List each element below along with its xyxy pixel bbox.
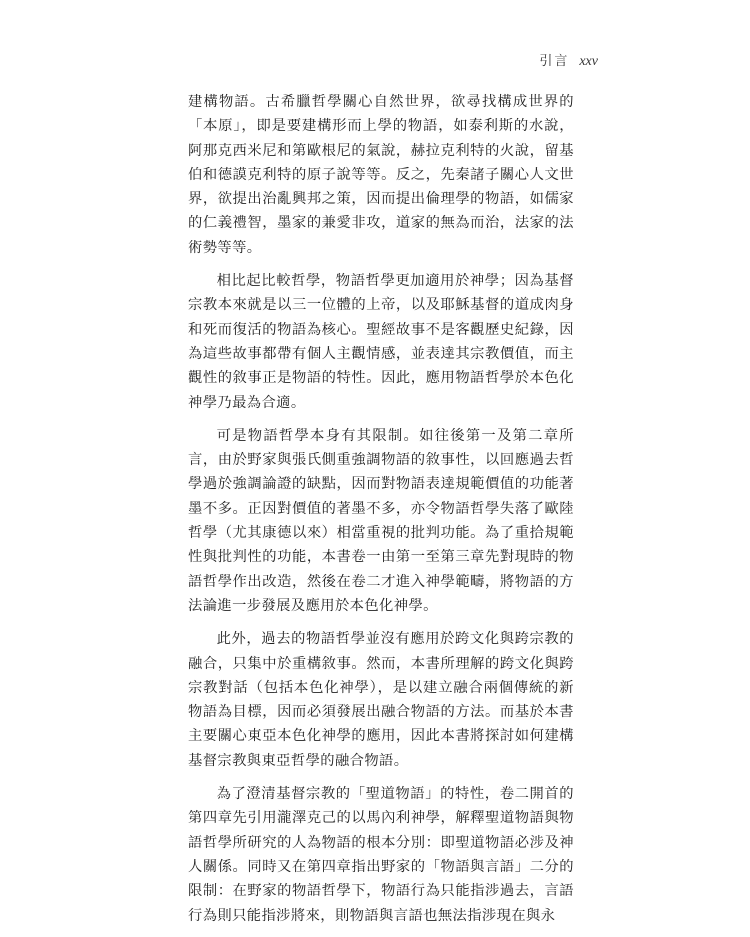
running-head [539, 50, 598, 70]
page-number: xxv [579, 54, 598, 69]
section-title: 引言 [539, 54, 570, 69]
paragraph-2: 相比起比較哲學，物語哲學更加適用於神學；因為基督宗教本來就是以三一位體的上帝，以及耶穌基督的道成肉身和死而復活的物語為核心。聖經故事不是客觀歷史紀錄，因為這些故事都帶有個人主觀情感，並表達其宗教價值，而主觀性的敘事正是物語的特性。因此，應用物語哲學於本色化神學乃最為合適。 [188, 273, 574, 411]
paragraph-3: 可是物語哲學本身有其限制。如往後第一及第二章所言，由於野家與張氏側重強調物語的敘事性，以回應過去哲學過於強調論證的缺點，因而對物語表達規範價值的功能著墨不多。正因對價值的著墨不多，亦令物語哲學失落了歐陸哲學（尤其康德以來）相當重視的批判功能。為了重拾規範性與批判性的功能，本書卷一由第一至第三章先對現時的物語哲學作出改造，然後在卷二才進入神學範疇，將物語的方法論進一步發展及應用於本色化神學。 [188, 427, 574, 614]
body-text [188, 90, 574, 937]
paragraph-5: 為了澄清基督宗教的「聖道物語」的特性，卷二開首的第四章先引用瀧澤克己的以馬內利神學，解釋聖道物語與物語哲學所研究的人為物語的根本分別：即聖道物語必涉及神人關係。同時又在第四章指出野家的「物語與言語」二分的限制：在野家的物語哲學下，物語行為只能指涉過去，言語行為則只能指涉將來，則物語與言語也無法指涉現在與永 [188, 786, 574, 924]
paragraph-1: 建構物語。古希臘哲學關心自然世界，欲尋找構成世界的「本原」，即是要建構形而上學的物語，如泰利斯的水說，阿那克西米尼和第歐根尼的氣說，赫拉克利特的火說，留基伯和德謨克利特的原子說等等。反之，先秦諸子關心人文世界，欲提出治亂興邦之策，因而提出倫理學的物語，如儒家的仁義禮智，墨家的兼愛非攻，道家的無為而治，法家的法術勢等等。 [188, 94, 574, 256]
paragraph-4: 此外，過去的物語哲學並沒有應用於跨文化與跨宗教的融合，只集中於重構敘事。然而，本書所理解的跨文化與跨宗教對話（包括本色化神學），是以建立融合兩個傳統的新物語為目標，因而必須發展出融合物語的方法。而基於本書主要關心東亞本色化神學的應用，因此本書將探討如何建構基督宗教與東亞哲學的融合物語。 [188, 631, 574, 769]
